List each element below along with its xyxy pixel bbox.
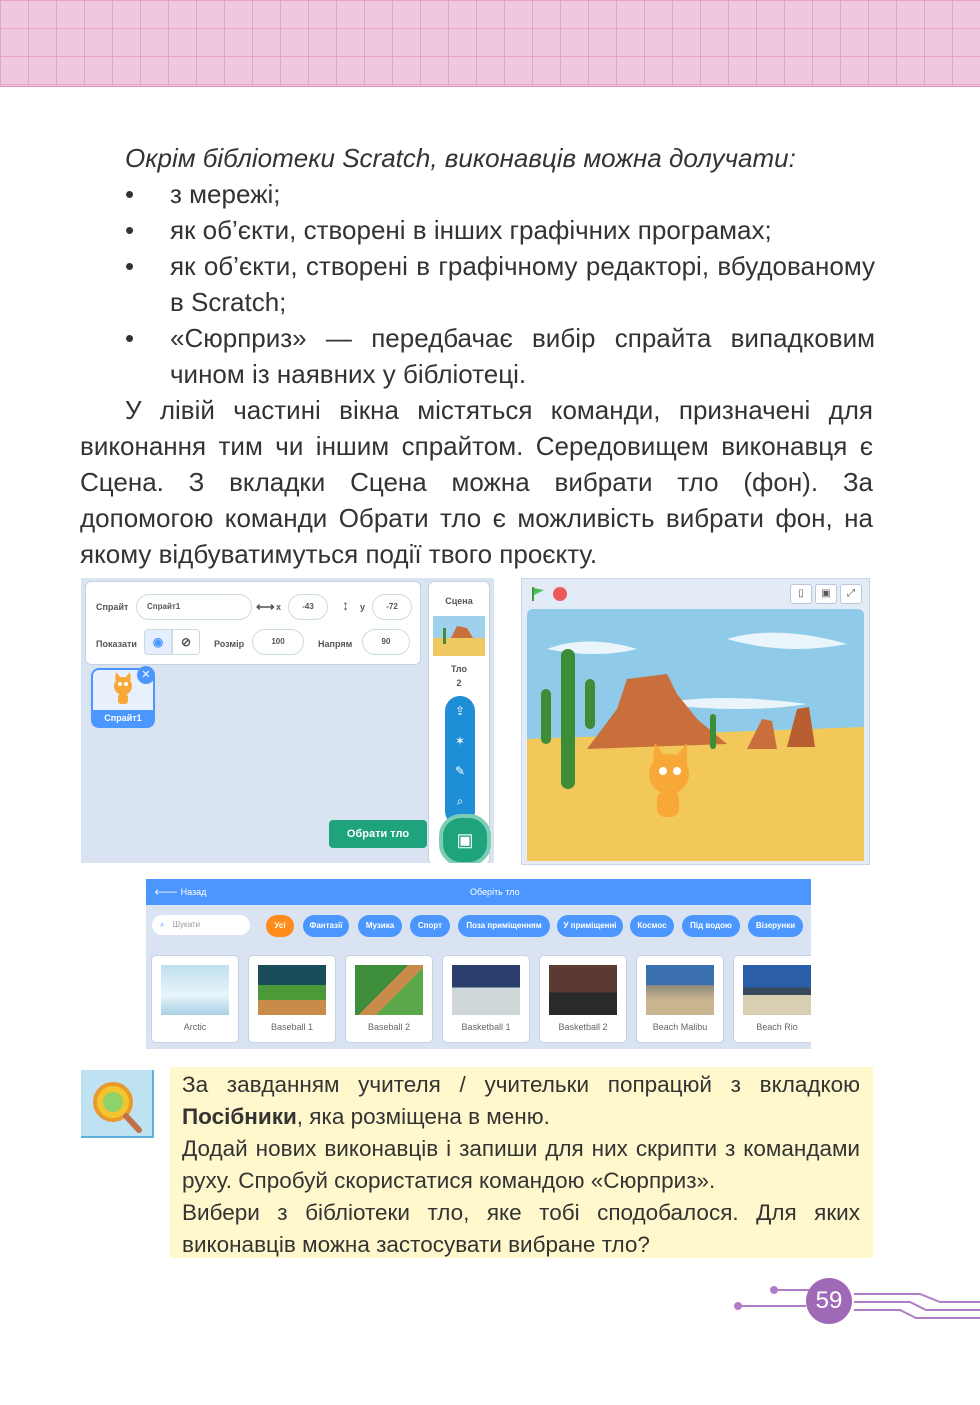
task-box — [170, 1067, 873, 1258]
magnifier-icon — [81, 1070, 154, 1138]
body-paragraph: У лівій частині вікна містяться команди, призначені для виконання тим чи іншим спрайтом. Середовищем виконавця є Сцена. З вкладки Сцена можна вибрати тло (фон). За допомогою команди Обрати тло є можливість вибрати фон, на якому відбуватимуться події твого проєкту. — [80, 395, 873, 569]
task-line3: Вибери з бібліотеки тло, яке тобі сподобалося. Для яких виконавців можна застосувати вибране тло? — [182, 1200, 860, 1257]
stop-icon[interactable] — [552, 586, 568, 602]
y-label: y — [360, 602, 366, 612]
header-grid — [0, 0, 980, 87]
tag-outdoors[interactable]: Поза приміщенням — [458, 915, 550, 937]
backdrop-card[interactable] — [248, 955, 336, 1043]
size-input[interactable]: 100 — [252, 629, 304, 655]
x-arrow-icon: ⟷ — [256, 599, 275, 614]
tag-patterns[interactable]: Візерунки — [748, 915, 803, 937]
direction-input[interactable]: 90 — [362, 629, 410, 655]
backdrop-library — [146, 879, 811, 1049]
back-button[interactable]: 🡐 Назад — [154, 887, 207, 897]
baseball-1-thumbnail — [258, 965, 326, 1015]
y-input[interactable]: -72 — [372, 594, 412, 620]
intro-text: Окрім бібліотеки Scratch, виконавців можна долучати: — [125, 143, 796, 173]
tag-sport[interactable]: Спорт — [410, 915, 450, 937]
paint-icon[interactable]: ✎ — [454, 764, 466, 778]
x-label: x — [276, 602, 282, 612]
basketball-1-thumbnail — [452, 965, 520, 1015]
backdrop-card[interactable] — [733, 955, 811, 1043]
trash-icon[interactable]: ✕ — [137, 666, 155, 684]
search-input[interactable]: ⌕ Шукати — [152, 915, 250, 935]
fullscreen-icon[interactable]: ⤢ — [840, 584, 862, 604]
stage-label: Сцена — [445, 596, 473, 606]
bullet-item: • як об’єкти, створені в інших графічних програмах; — [125, 215, 772, 245]
basketball-2-thumbnail — [549, 965, 617, 1015]
search-icon: ⌕ — [160, 920, 165, 929]
show-eye-icon[interactable]: ◉ — [144, 629, 172, 655]
arctic-thumbnail — [161, 965, 229, 1015]
task-line2: Додай нових виконавців і запиши для них скрипти з командами руху. Спробуй скористатися командою «Сюрприз». — [182, 1136, 860, 1193]
backdrop-menu — [445, 696, 475, 826]
tag-underwater[interactable]: Під водою — [682, 915, 740, 937]
task-tutorials-word: Посібники — [182, 1104, 297, 1129]
backdrops-label: Тло — [450, 664, 468, 674]
tag-indoors[interactable]: У приміщенні — [557, 915, 623, 937]
upload-icon[interactable]: ⇪ — [454, 704, 466, 718]
bullet-item: • з мережі; — [125, 179, 281, 209]
beach-rio-thumbnail — [743, 965, 811, 1015]
circuit-decoration — [730, 1280, 980, 1320]
backdrop-card[interactable] — [636, 955, 724, 1043]
tag-music[interactable]: Музика — [358, 915, 402, 937]
bullet-item: • як об’єкти, створені в графічному редакторі, вбудованому в Scratch; — [125, 251, 875, 317]
backdrop-card[interactable] — [345, 955, 433, 1043]
library-header — [146, 879, 811, 905]
choose-backdrop-tooltip: Обрати тло — [329, 820, 427, 848]
sprite-label: Спрайт — [96, 602, 129, 612]
sprite-thumbnail-label: Спрайт1 — [93, 710, 153, 726]
beach-malibu-thumbnail — [646, 965, 714, 1015]
library-title: Оберіть тло — [470, 887, 520, 897]
backdrop-card[interactable] — [442, 955, 530, 1043]
tag-all[interactable]: Усі — [266, 915, 294, 937]
backdrop-card-label: Basketball 1 — [461, 1022, 511, 1032]
backdrop-card-label: Baseball 2 — [367, 1022, 411, 1032]
baseball-2-thumbnail — [355, 965, 423, 1015]
page-number: 59 — [806, 1278, 852, 1324]
surprise-icon[interactable]: ✶ — [454, 734, 466, 748]
x-input[interactable]: -43 — [288, 594, 328, 620]
search-icon[interactable]: ⌕ — [456, 794, 464, 808]
desert-stage-image — [527, 609, 864, 861]
stage-panel — [521, 578, 870, 865]
stage-thumbnail — [433, 616, 485, 656]
backdrop-card[interactable] — [539, 955, 627, 1043]
show-label: Показати — [96, 639, 137, 649]
tag-space[interactable]: Космос — [630, 915, 674, 937]
direction-label: Напрям — [318, 639, 353, 649]
tag-fantasy[interactable]: Фантазії — [303, 915, 349, 937]
size-label: Розмір — [214, 639, 245, 649]
sprite-properties — [85, 581, 421, 665]
sprite-name-input[interactable]: Спрайт1 — [136, 594, 252, 620]
sprite-panel — [81, 578, 494, 863]
backdrop-card-label: Beach Malibu — [652, 1022, 708, 1032]
backdrop-card-label: Beach Rio — [756, 1022, 798, 1032]
backdrop-card[interactable] — [151, 955, 239, 1043]
task-line1: За завданням учителя / учительки попрацюй з вкладкою — [182, 1072, 860, 1097]
backdrops-count: 2 — [456, 678, 462, 688]
hide-eye-icon[interactable]: ⊘ — [172, 629, 200, 655]
normal-stage-icon[interactable]: ▣ — [815, 584, 837, 604]
backdrop-card-label: Basketball 2 — [558, 1022, 608, 1032]
backdrop-card-label: Baseball 1 — [270, 1022, 314, 1032]
choose-backdrop-button[interactable]: ▣ — [439, 814, 491, 863]
backdrop-card-label: Arctic — [183, 1022, 207, 1032]
bullet-item: • «Сюрприз» — передбачає вибір спрайта випадковим чином із наявних у бібліотеці. — [125, 323, 875, 389]
y-arrow-icon: ↕ — [342, 597, 349, 613]
green-flag-icon[interactable] — [530, 586, 546, 602]
small-stage-icon[interactable]: ▯ — [790, 584, 812, 604]
task-line1-end: , яка розміщена в меню. — [296, 1104, 550, 1129]
